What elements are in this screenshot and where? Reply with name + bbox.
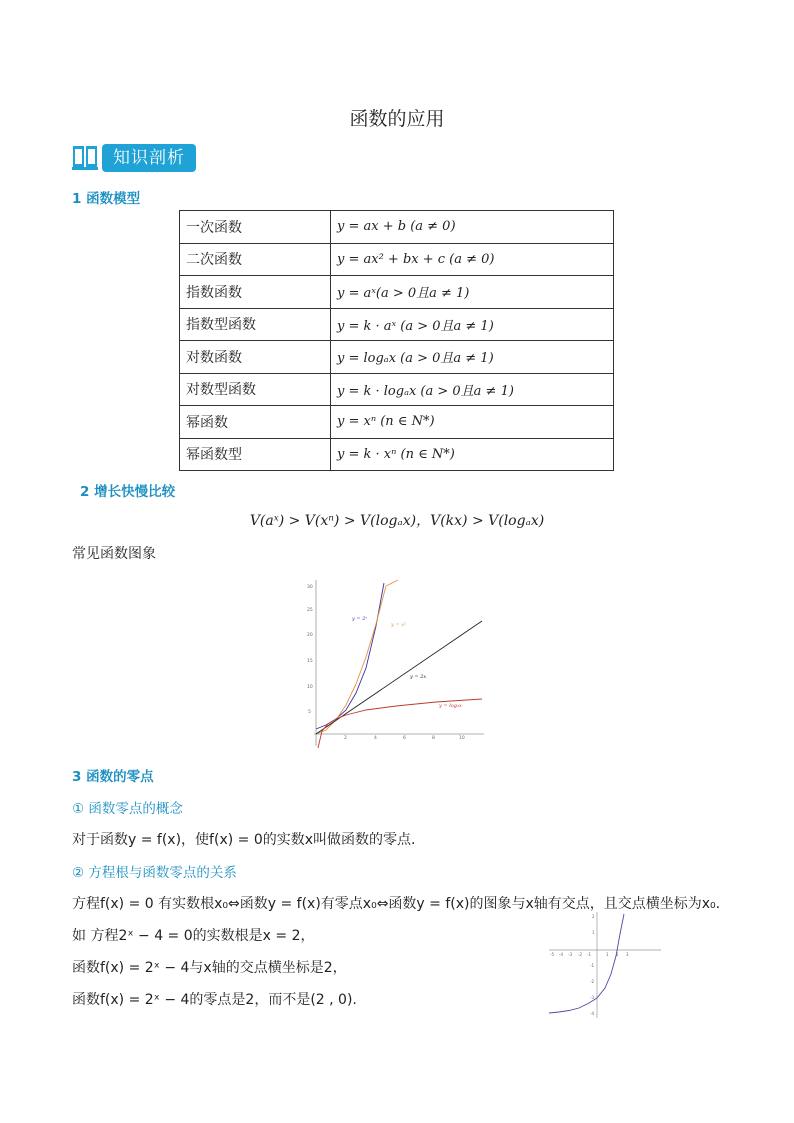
model-formula: y = k · xⁿ (n ∈ N*) (331, 438, 614, 471)
model-formula: y = k · aˣ (a > 0且a ≠ 1) (331, 308, 614, 341)
table-row (180, 308, 614, 341)
table-row (180, 373, 614, 406)
y-tick-label: 15 (307, 659, 313, 664)
model-formula: y = xⁿ (n ∈ N*) (331, 406, 614, 439)
x-tick-label: -4 (559, 952, 563, 957)
section-badge: 知识剖析 (102, 144, 196, 172)
y-tick-label: 10 (307, 685, 313, 690)
y-tick-label: 30 (307, 585, 313, 590)
model-name: 对数函数 (180, 341, 331, 374)
y-tick-label: 5 (308, 710, 311, 715)
y-tick-label: -4 (590, 1011, 594, 1016)
x-tick-label: 1 (606, 952, 609, 957)
x-tick-label: 3 (626, 952, 629, 957)
model-formula: y = logₐx (a > 0且a ≠ 1) (331, 341, 614, 374)
linear-label: y = 2x (410, 674, 427, 680)
growth-graph (306, 578, 486, 750)
model-formula: y = ax² + bx + c (a ≠ 0) (331, 243, 614, 276)
log-label: y = log₂x (439, 703, 462, 709)
x-tick-label: -3 (568, 952, 572, 957)
model-name: 指数型函数 (180, 308, 331, 341)
y-tick-label: -3 (590, 995, 594, 1000)
zero-graph (545, 910, 665, 1020)
subsection-root-zero-relation: ② 方程根与函数零点的关系 (72, 865, 237, 881)
y-tick-label: 1 (592, 930, 595, 935)
section-3-heading: 3 函数的零点 (72, 769, 154, 785)
model-name: 指数函数 (180, 276, 331, 309)
x-tick-label: 6 (403, 736, 406, 741)
table-row (180, 406, 614, 439)
model-name: 幂函数 (180, 406, 331, 439)
graph-caption: 常见函数图象 (72, 546, 156, 562)
y-tick-label: 2 (592, 914, 595, 919)
x-tick-label: -2 (578, 952, 582, 957)
model-name: 二次函数 (180, 243, 331, 276)
model-name: 一次函数 (180, 211, 331, 244)
y-tick-label: -1 (590, 963, 594, 968)
table-row (180, 211, 614, 244)
model-formula: y = ax + b (a ≠ 0) (331, 211, 614, 244)
x-tick-label: 2 (616, 952, 619, 957)
y-tick-label: 25 (307, 608, 313, 613)
x-tick-label: 4 (374, 736, 377, 741)
zero-definition: 对于函数y = f(x)，使f(x) = 0的实数x叫做函数的零点. (72, 832, 416, 848)
subsection-zero-concept: ① 函数零点的概念 (72, 801, 183, 817)
table-row (180, 276, 614, 309)
model-formula: y = k · logₐx (a > 0且a ≠ 1) (331, 373, 614, 406)
model-name: 对数型函数 (180, 373, 331, 406)
y-tick-label: -2 (590, 979, 594, 984)
y-tick-label: 20 (307, 633, 313, 638)
table-row (180, 341, 614, 374)
section-1-heading: 1 函数模型 (72, 191, 141, 207)
x-tick-label: -1 (587, 952, 591, 957)
x-tick-label: -5 (550, 952, 554, 957)
square-curve (316, 580, 398, 734)
square-label: y = x² (391, 622, 407, 628)
example-line-3: 函数f(x) = 2ˣ − 4的零点是2，而不是(2 , 0). (72, 992, 357, 1008)
example-line-1: 如 方程2ˣ − 4 = 0的实数根是x = 2， (72, 928, 315, 944)
page-title: 函数的应用 (349, 108, 445, 130)
exp-curve (316, 583, 384, 729)
x-tick-label: 8 (432, 736, 435, 741)
exp-label: y = 2ˣ (352, 616, 368, 622)
open-book-icon (72, 143, 98, 171)
x-tick-label: 2 (344, 736, 347, 741)
function-models-table (179, 210, 614, 471)
growth-comparison-formula: V(aˣ) > V(xⁿ) > V(logₐx)，V(kx) > V(logₐx) (249, 513, 545, 529)
table-row (180, 438, 614, 471)
x-tick-label: 10 (459, 736, 465, 741)
root-zero-relation: 方程f(x) = 0 有实数根x₀⇔函数y = f(x)有零点x₀⇔函数y = f(x)的图象与x轴有交点，且交点横坐标为x₀. (72, 896, 721, 912)
model-name: 幂函数型 (180, 438, 331, 471)
model-formula: y = aˣ(a > 0且a ≠ 1) (331, 276, 614, 309)
example-line-2: 函数f(x) = 2ˣ − 4与x轴的交点横坐标是2， (72, 960, 347, 976)
section-2-heading: 2 增长快慢比较 (80, 484, 176, 500)
exp-minus-four-curve (549, 914, 624, 1013)
table-row (180, 243, 614, 276)
